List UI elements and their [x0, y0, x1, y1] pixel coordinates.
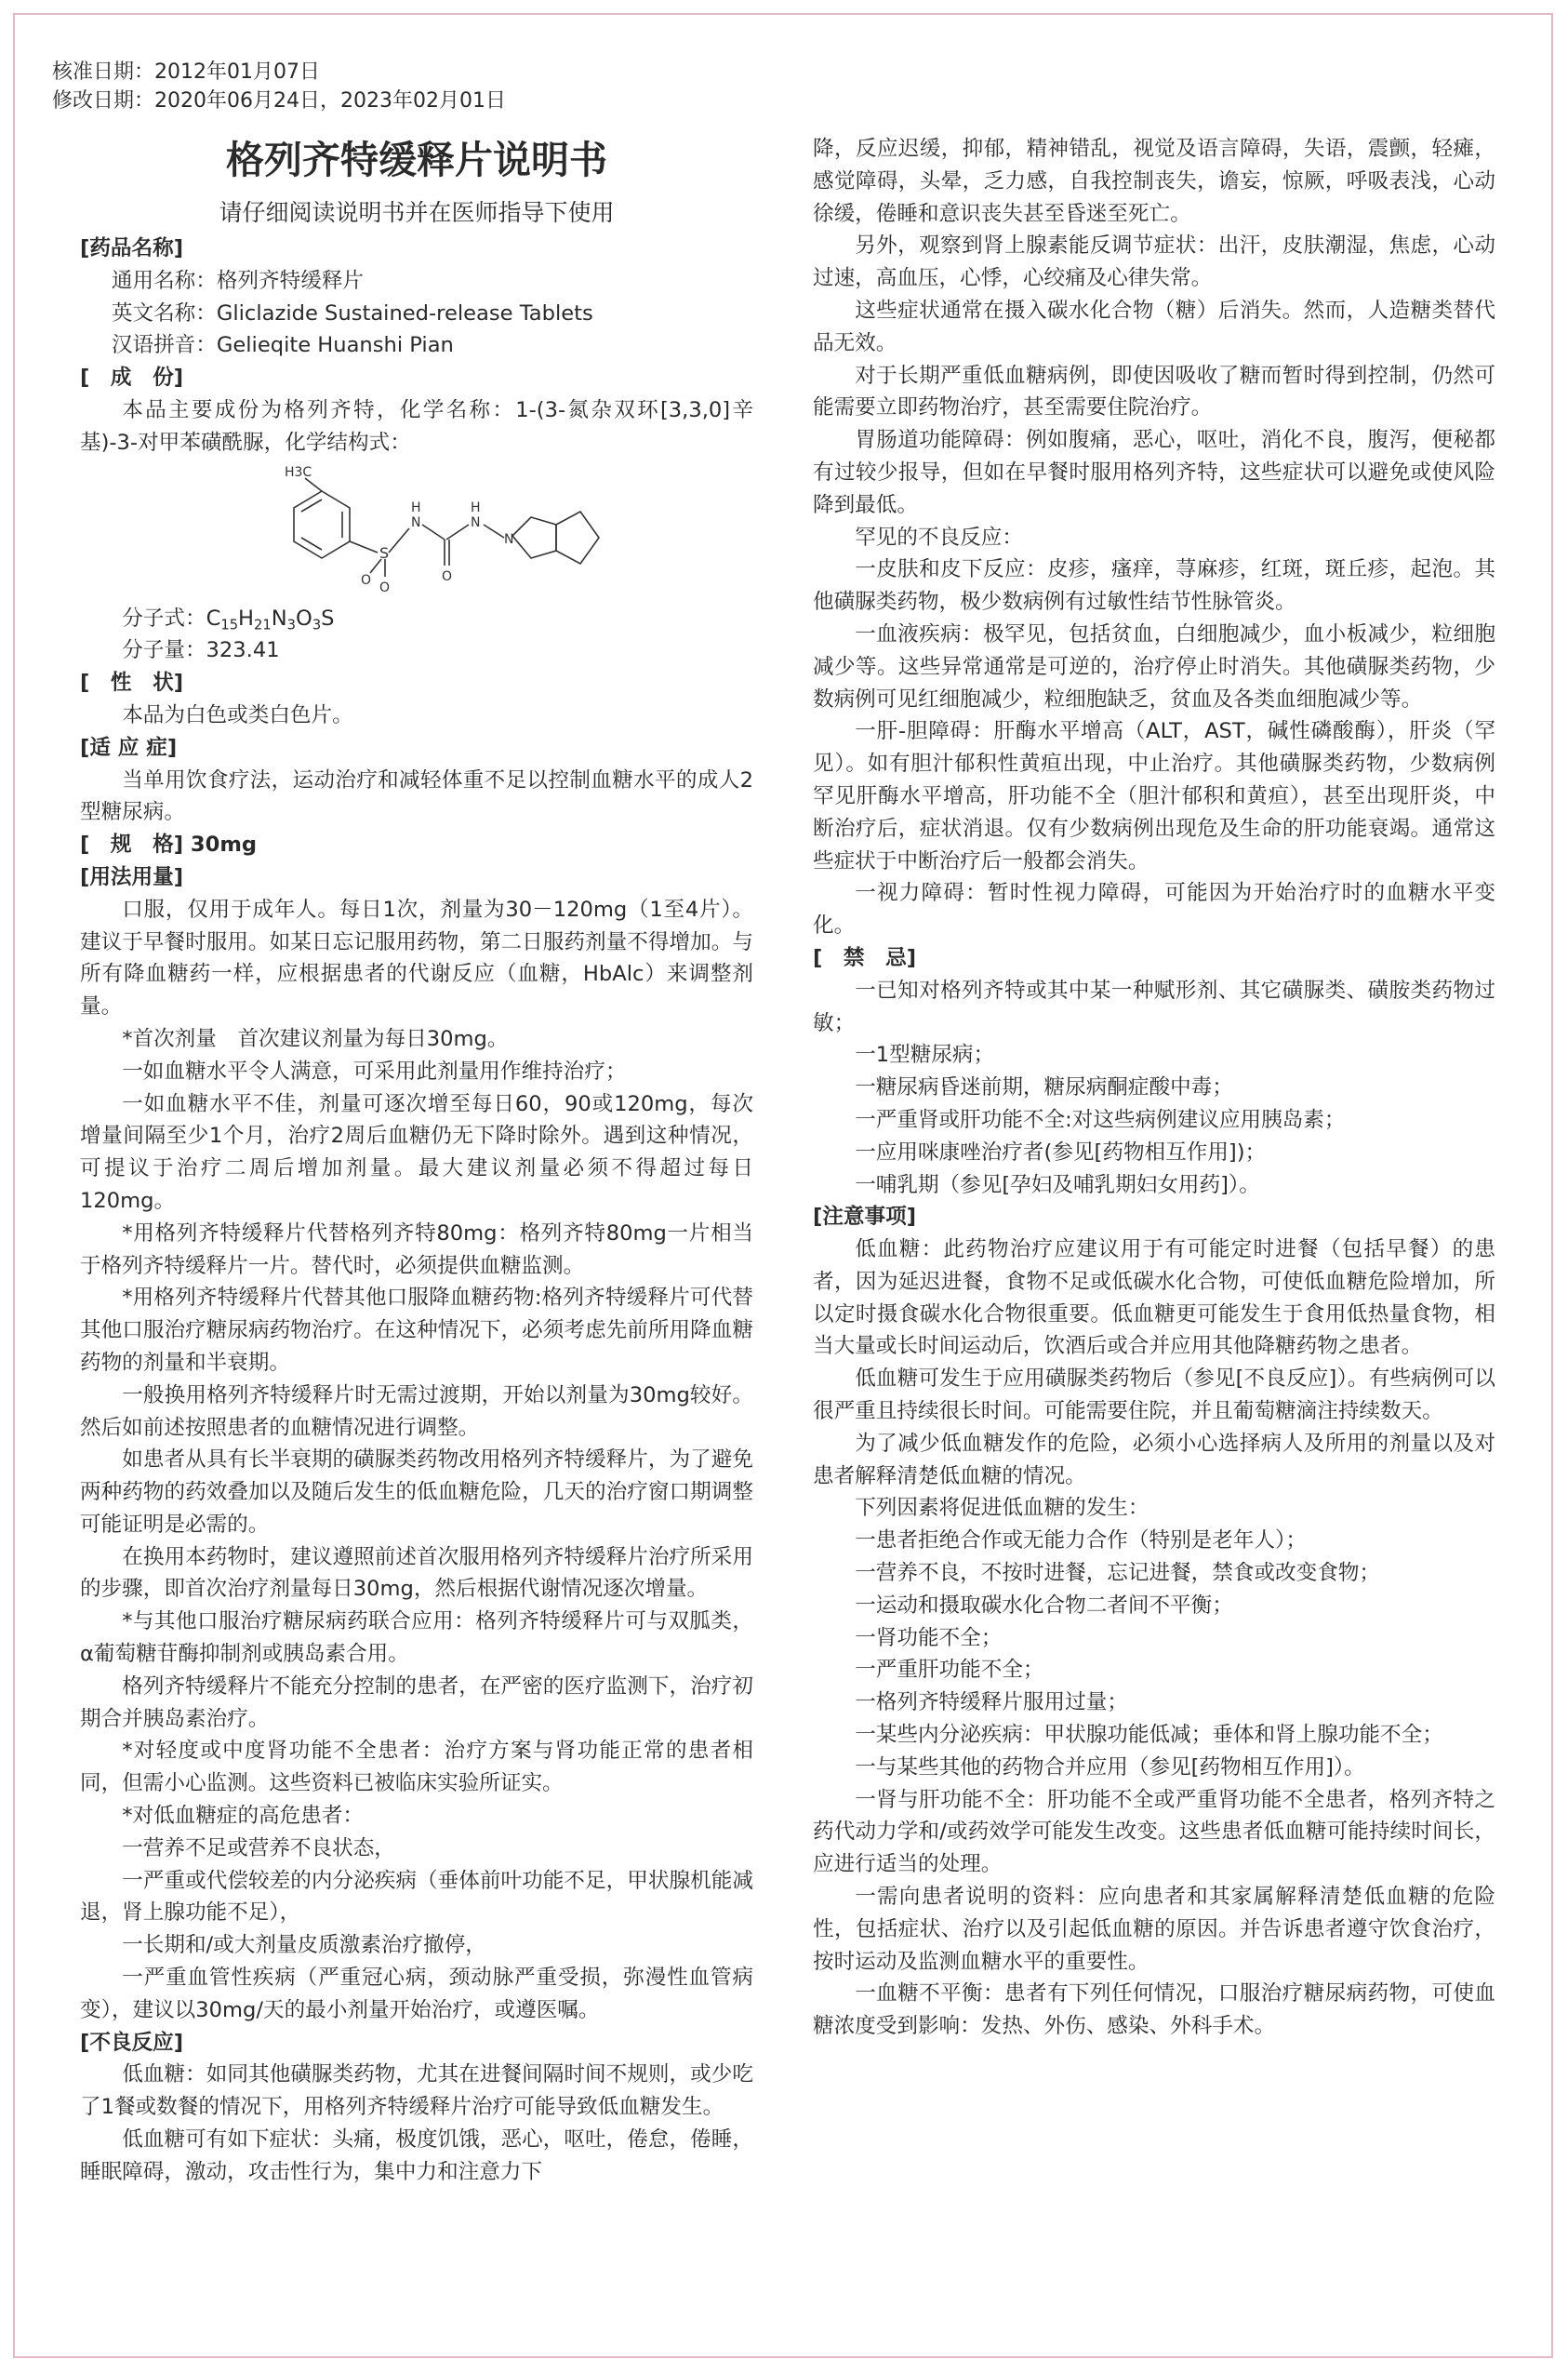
caution-para: 一格列齐特缓释片服用过量； — [855, 1690, 1128, 1715]
contra-para: 一已知对格列齐特或其中某一种赋形剂、其它磺脲类、磺胺类药物过敏； — [813, 978, 1495, 1035]
contra-para: 一1型糖尿病； — [855, 1043, 995, 1068]
caution-para: 一营养不良，不按时进餐，忘记进餐，禁食或改变食物； — [855, 1561, 1381, 1586]
section-heading-adverse: [不良反应] — [80, 2030, 184, 2055]
caution-para: 一肾与肝功能不全：肝功能不全或严重肾功能不全患者，格列齐特之药代动力学和/或药效学可能发生改变。这些患者低血糖可能持续时间长，应进行适当的处理。 — [813, 1787, 1495, 1877]
pinyin-name: 汉语拼音：Gelieqite Huanshi Pian — [111, 333, 454, 358]
oxygen-label-2: O — [361, 572, 372, 588]
caution-para: 下列因素将促进低血糖的发生： — [855, 1496, 1149, 1521]
contra-para: 一糖尿病昏迷前期，糖尿病酮症酸中毒； — [855, 1075, 1233, 1100]
caution-para: 一患者拒绝合作或无能力合作（特别是老年人）； — [855, 1528, 1307, 1553]
adverse-para: 另外，观察到肾上腺素能反调节症状：出汗，皮肤潮湿，焦虑，心动过速，高血压，心悸，心绞痛及心律失常。 — [813, 233, 1495, 291]
usage-para: 一长期和/或大剂量皮质激素治疗撤停， — [122, 1933, 486, 1958]
adverse-para: 对于长期严重低血糖病例，即使因吸收了糖而暂时得到控制，仍然可能需要立即药物治疗，甚至需要住院治疗。 — [813, 363, 1495, 420]
composition-text: 本品主要成份为格列齐特，化学名称：1-(3-氮杂双环[3,3,0]辛基)-3-对甲苯磺酰脲，化学结构式： — [80, 397, 753, 455]
character-text: 本品为白色或类白色片。 — [122, 702, 353, 727]
caution-para: 一血糖不平衡：患者有下列任何情况，口服治疗糖尿病药物，可使血糖浓度受到影响：发热、外伤、感染、外科手术。 — [813, 1981, 1495, 2039]
nitrogen-label-1: N — [411, 514, 421, 530]
contra-para: 一严重肾或肝功能不全:对这些病例建议应用胰岛素； — [855, 1107, 1346, 1132]
caution-para: 一与某些其他的药物合并应用（参见[药物相互作用]）。 — [855, 1754, 1365, 1780]
section-heading-spec: [规格] 30mg — [80, 833, 258, 858]
usage-para: *用格列齐特缓释片代替其他口服降血糖药物:格列齐特缓释片可代替其他口服治疗糖尿病药物治疗。在这种情况下，必须考虑先前所用降血糖药物的剂量和半衰期。 — [80, 1286, 753, 1375]
usage-para: *与其他口服治疗糖尿病药联合应用：格列齐特缓释片可与双胍类，α葡萄糖苷酶抑制剂或胰岛素合用。 — [80, 1609, 753, 1667]
sulfur-label: S — [379, 543, 390, 562]
oxygen-label-3: O — [442, 568, 453, 584]
generic-name: 通用名称：格列齐特缓释片 — [111, 268, 365, 293]
usage-para: *用格列齐特缓释片代替格列齐特80mg：格列齐特80mg一片相当于格列齐特缓释片一片。替代时，必须提供血糖监测。 — [80, 1220, 753, 1278]
usage-para: 一般换用格列齐特缓释片时无需过渡期，开始以剂量为30mg较好。然后如前述按照患者的血糖情况进行调整。 — [80, 1382, 753, 1440]
caution-para: 一运动和摄取碳水化合物二者间不平衡； — [855, 1593, 1233, 1618]
adverse-para: 低血糖：如同其他磺脲类药物，尤其在进餐间隔时间不规则，或少吃了1餐或数餐的情况下，用格列齐特缓释片治疗可能导致低血糖发生。 — [80, 2062, 753, 2120]
adverse-para: 胃肠道功能障碍：例如腹痛，恶心，呕吐，消化不良，腹泻，便秘都有过较少报导，但如在早餐时服用格列齐特，这些症状可以避免或使风险降到最低。 — [813, 428, 1495, 517]
right-column — [813, 133, 1495, 2043]
revision-date: 修改日期：2020年06月24日，2023年02月01日 — [52, 89, 506, 113]
usage-para: 口服，仅用于成年人。每日1次，剂量为30－120mg（1至4片）。建议于早餐时服用。如某日忘记服用药物，第二日服药剂量不得增加。与所有降血糖药一样，应根据患者的代谢反应（血糖，HbAlc）来调整剂量。 — [80, 897, 753, 1020]
adverse-para: 这些症状通常在摄入碳水化合物（糖）后消失。然而，人造糖类替代品无效。 — [813, 298, 1495, 355]
approval-date: 核准日期：2012年01月07日 — [52, 60, 320, 84]
usage-para: 一严重血管性疾病（严重冠心病，颈动脉严重受损，弥漫性血管病变），建议以30mg/天的最小剂量开始治疗，或遵医嘱。 — [80, 1966, 753, 2022]
molecular-weight: 分子量：323.41 — [122, 638, 280, 663]
left-column — [80, 233, 753, 2189]
adverse-para: 一皮肤和皮下反应：皮疹，瘙痒，荨麻疹，红斑，斑丘疹，起泡。其他磺脲类药物，极少数病例有过敏性结节性脉管炎。 — [813, 557, 1495, 615]
usage-para: 一营养不足或营养不良状态， — [122, 1835, 395, 1860]
page-title: 格列齐特缓释片说明书 — [226, 138, 607, 182]
section-heading-name: [药品名称] — [80, 236, 184, 260]
section-heading-composition: [成份] — [80, 366, 184, 391]
nitrogen-label-3: N — [504, 531, 514, 547]
adverse-para-symptoms-start: 低血糖可有如下症状：头痛，极度饥饿，恶心，呕吐，倦怠，倦睡，睡眠障碍，激动，攻击性行为，集中力和注意力下 — [80, 2127, 753, 2184]
usage-para: 在换用本药物时，建议遵照前述首次服用格列齐特缓释片治疗所采用的步骤，即首次治疗剂量每日30mg，然后根据代谢情况逐次增量。 — [80, 1544, 753, 1602]
caution-para: 一某些内分泌疾病：甲状腺功能低减；垂体和肾上腺功能不全； — [855, 1723, 1443, 1748]
usage-para: *首次剂量 首次建议剂量为每日30mg。 — [122, 1026, 509, 1051]
english-name: 英文名称：Gliclazide Sustained-release Tablets — [111, 300, 593, 326]
adverse-para: 一视力障碍：暂时性视力障碍，可能因为开始治疗时的血糖水平变化。 — [813, 881, 1495, 939]
nitrogen-label-2: N — [471, 514, 481, 530]
caution-para: 一严重肝功能不全； — [855, 1658, 1044, 1683]
usage-para: 一如血糖水平不佳，剂量可逐次增至每日60，90或120mg，每次增量间隔至少1个月，治疗2周后血糖仍无下降时除外。遇到这种情况，可提议于治疗二周后增加剂量。最大建议剂量必须不得超过每日120mg。 — [80, 1091, 753, 1213]
contra-para: 一应用咪康唑治疗者(参见[药物相互作用])； — [855, 1140, 1267, 1165]
section-heading-usage: [用法用量] — [80, 864, 184, 889]
usage-para: 一如血糖水平令人满意，可采用此剂量用作维持治疗； — [122, 1059, 627, 1084]
caution-para: 一肾功能不全； — [855, 1625, 1003, 1650]
caution-para: 低血糖：此药物治疗应建议用于有可能定时进餐（包括早餐）的患者，因为延迟进餐，食物不足或低碳水化合物，可使低血糖危险增加，所以定时摄食碳水化合物很重要。低血糖更可能发生于食用低热量食物，相当大量或长时间运动后，饮酒后或合并应用其他降糖药物之患者。 — [813, 1237, 1495, 1359]
adverse-para: 一血液疾病：极罕见，包括贫血，白细胞减少，血小板减少，粒细胞减少等。这些异常通常是可逆的，治疗停止时消失。其他磺脲类药物，少数病例可见红细胞减少，粒细胞缺乏，贫血及各类血细胞减少等。 — [813, 621, 1495, 712]
adverse-para: 罕见的不良反应： — [855, 525, 1023, 550]
usage-para: 格列齐特缓释片不能充分控制的患者，在严密的医疗监测下，治疗初期合并胰岛素治疗。 — [80, 1673, 753, 1731]
adverse-para: 一肝-胆障碍：肝酶水平增高（ALT，AST，碱性磷酸酶），肝炎（罕见）。如有胆汁郁积性黄疸出现，中止治疗。其他磺脲类药物，少数病例罕见肝酶水平增高，肝功能不全（胆汁郁积和黄疸），甚至出现肝炎，中断治疗后，症状消退。仅有少数病例出现危及生命的肝功能衰竭。通常这些症状于中断治疗后一般都会消失。 — [813, 719, 1495, 873]
usage-para: *对轻度或中度肾功能不全患者：治疗方案与肾功能正常的患者相同，但需小心监测。这些资料已被临床实验所证实。 — [80, 1739, 753, 1796]
caution-para: 低血糖可发生于应用磺脲类药物后（参见[不良反应]）。有些病例可以很严重且持续很长时间。可能需要住院，并且葡萄糖滴注持续数天。 — [813, 1366, 1495, 1424]
caution-para: 一需向患者说明的资料：应向患者和其家属解释清楚低血糖的危险性，包括症状、治疗以及引起低血糖的原因。并告诉患者遵守饮食治疗，按时运动及监测血糖水平的重要性。 — [813, 1885, 1495, 1974]
caution-para: 为了减少低血糖发作的危险，必须小心选择病人及所用的剂量以及对患者解释清楚低血糖的情况。 — [813, 1431, 1495, 1488]
indication-text: 当单用饮食疗法，运动治疗和减轻体重不足以控制血糖水平的成人2型糖尿病。 — [80, 767, 753, 825]
hydrogen-label-1: H — [411, 500, 421, 515]
oxygen-label-1: O — [379, 580, 391, 595]
usage-para: 一严重或代偿较差的内分泌疾病（垂体前叶功能不足，甲状腺机能减退，肾上腺功能不足）， — [80, 1868, 753, 1926]
section-heading-caution: [注意事项] — [813, 1205, 917, 1230]
usage-para: *对低血糖症的高危患者： — [122, 1804, 365, 1829]
adverse-para-symptoms-continued: 降，反应迟缓，抑郁，精神错乱，视觉及语言障碍，失语，震颤，轻瘫，感觉障碍，头晕，乏力感，自我控制丧失，谵妄，惊厥，呼吸表浅，心动徐缓，倦睡和意识丧失甚至昏迷至死亡。 — [813, 137, 1495, 226]
hydrogen-label-2: H — [471, 500, 481, 515]
usage-para: 如患者从具有长半衰期的磺脲类药物改用格列齐特缓释片，为了避免两种药物的药效叠加以及随后发生的低血糖危险，几天的治疗窗口期调整可能证明是必需的。 — [80, 1447, 753, 1537]
section-heading-indication: [适 应 症] — [80, 735, 178, 760]
molecular-formula: 分子式：$C_{15}H_{21}N_3O_3S$ — [122, 606, 335, 633]
section-heading-character: [性状] — [80, 671, 184, 696]
contra-para: 一哺乳期（参见[孕妇及哺乳期妇女用药]）。 — [855, 1172, 1260, 1197]
chemical-structure-diagram — [229, 463, 750, 603]
page-subtitle: 请仔细阅读说明书并在医师指导下使用 — [219, 199, 615, 226]
section-heading-contraindication: [禁忌] — [813, 945, 917, 970]
h3c-label: H3C — [285, 464, 312, 480]
date-block — [52, 58, 506, 115]
